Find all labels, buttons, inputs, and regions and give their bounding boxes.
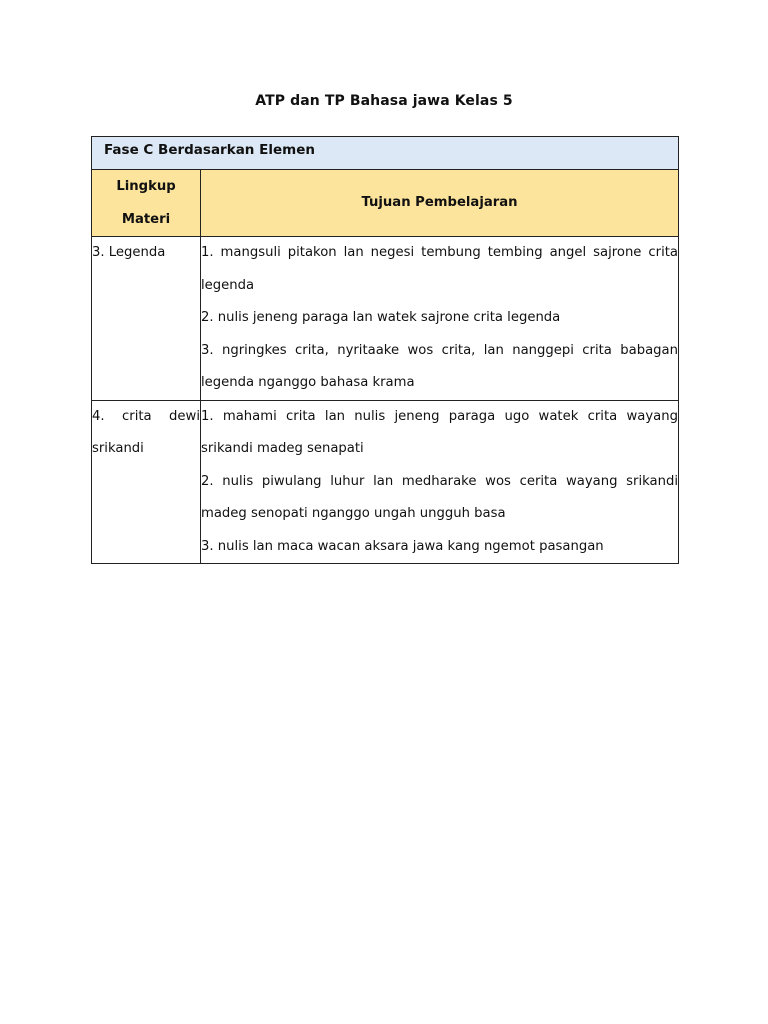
- table-row: [92, 237, 679, 401]
- column-header-lingkup-line2: Materi: [121, 212, 171, 227]
- tujuan-item: 1. mangsuli pitakon lan negesi tembung tembing angel sajrone crita legenda: [201, 245, 678, 293]
- document-title: ATP dan TP Bahasa jawa Kelas 5: [255, 93, 513, 109]
- tujuan-cell: [201, 237, 679, 401]
- column-header-lingkup-line1: Lingkup: [116, 179, 176, 194]
- table-row: [92, 400, 679, 564]
- column-header-lingkup-materi: [92, 170, 201, 237]
- tujuan-item: 1. mahami crita lan nulis jeneng paraga ugo watek crita wayang srikandi madeg senapati: [201, 408, 678, 456]
- column-header-row: [92, 170, 679, 237]
- tujuan-cell: [201, 400, 679, 564]
- tujuan-item: 2. nulis piwulang luhur lan medharake wos cerita wayang srikandi madeg senopati nganggo ungah ungguh basa: [201, 473, 678, 521]
- atp-table: [91, 136, 679, 564]
- tujuan-item: 3. ngringkes crita, nyritaake wos crita, lan nanggepi crita babagan legenda nganggo bahasa krama: [201, 342, 678, 390]
- tujuan-item: 2. nulis jeneng paraga lan watek sajrone crita legenda: [201, 310, 561, 325]
- fase-header-cell: Fase C Berdasarkan Elemen: [92, 137, 679, 170]
- tujuan-item: 3. nulis lan maca wacan aksara jawa kang ngemot pasangan: [201, 538, 604, 554]
- materi-cell: 3. Legenda: [92, 237, 201, 401]
- fase-header-row: [92, 137, 679, 170]
- materi-cell: 4. crita dewi srikandi: [92, 400, 201, 564]
- column-header-tujuan-pembelajaran: Tujuan Pembelajaran: [201, 170, 679, 237]
